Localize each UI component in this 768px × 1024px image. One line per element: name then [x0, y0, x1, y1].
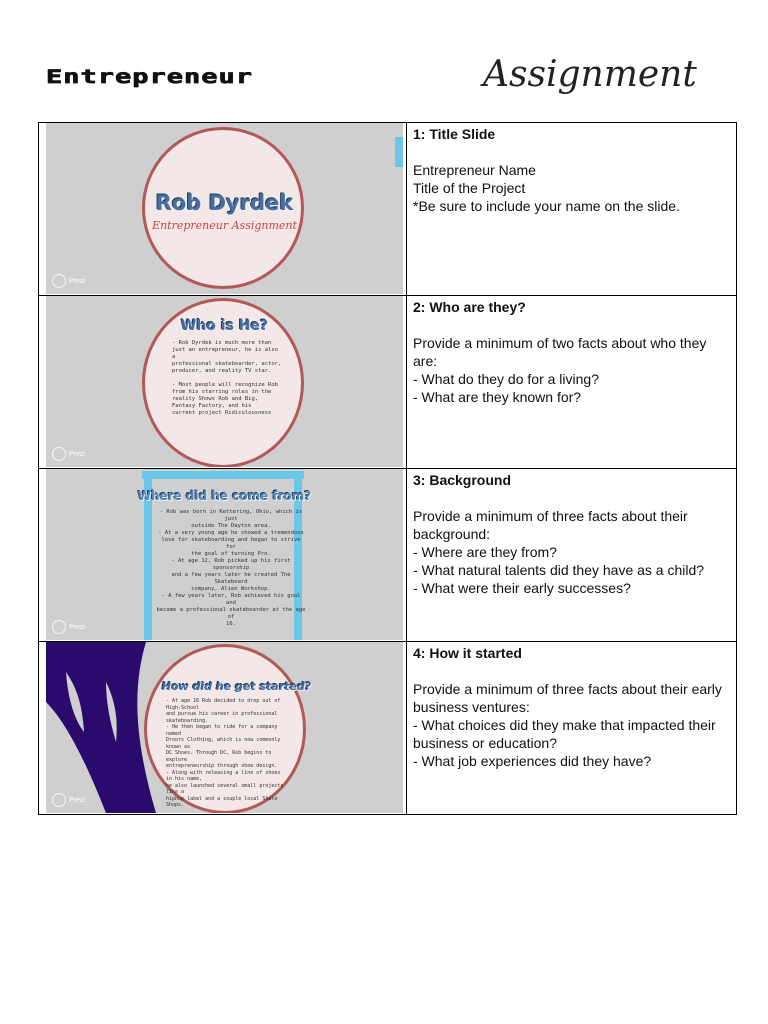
- prezi-logo: Prezi: [52, 274, 85, 288]
- slide-thumbnail: [46, 123, 403, 294]
- slide-thumbnail: [46, 642, 403, 813]
- row-line: Title of the Project: [413, 180, 526, 196]
- slide-thumbnail-cell: [39, 123, 407, 296]
- slide-thumbnail-cell: [39, 296, 407, 469]
- row-title: 3: Background: [413, 472, 512, 488]
- row-line: Entrepreneur Name: [413, 162, 536, 178]
- prezi-icon: [52, 274, 66, 288]
- row-line: - What job experiences did they have?: [413, 753, 652, 769]
- prezi-logo: Prezi: [52, 793, 85, 807]
- row-title: 2: Who are they?: [413, 299, 526, 315]
- row-line: - What do they do for a living?: [413, 371, 599, 387]
- row-line: - What were their early successes?: [413, 580, 631, 596]
- row-description: [407, 642, 737, 815]
- slide-thumbnail-cell: [39, 469, 407, 642]
- prezi-icon: [52, 620, 66, 634]
- row-line: - What natural talents did they have as a child?: [413, 562, 705, 578]
- table-row: [39, 123, 737, 296]
- table-row: [39, 642, 737, 815]
- slide-body: - At age 16 Rob decided to drop out of High-School and pursue his career in professional skateboarding. - He then began to ride for a company named Droors Clothing, which is now commonly known as DC Shoes. Through DC, Rob begins to explore entrepreneurship through shoe design. - Along with releasing a line of shoes in his name, he also launched several small projects like a hiphop label and a couple local Skate Shops.: [166, 698, 284, 808]
- row-line: - What choices did they make that impacted their business or education?: [413, 717, 716, 751]
- prezi-logo: Prezi: [52, 620, 85, 634]
- table-row: [39, 296, 737, 469]
- slide-thumbnail: [46, 296, 403, 467]
- header-title-script: Assignment: [483, 54, 697, 95]
- row-line: Provide a minimum of three facts about their background:: [413, 508, 688, 542]
- header-title-stylized: Entrepreneur: [46, 66, 254, 88]
- slide-subtitle: Entrepreneur Assignment: [152, 219, 297, 232]
- row-description: [407, 469, 737, 642]
- row-line: Provide a minimum of two facts about who they are:: [413, 335, 707, 369]
- slide-title: Who is He?: [180, 318, 269, 334]
- assignment-table: [38, 122, 737, 815]
- table-row: [39, 469, 737, 642]
- prezi-icon: [52, 793, 66, 807]
- slide-title: Rob Dyrdek: [155, 191, 294, 215]
- row-description: [407, 296, 737, 469]
- row-line: - What are they known for?: [413, 389, 582, 405]
- page-header: [46, 52, 726, 108]
- prezi-icon: [52, 447, 66, 461]
- slide-title: How did he get started?: [161, 680, 312, 693]
- row-title: 4: How it started: [413, 645, 522, 661]
- row-description: [407, 123, 737, 296]
- slide-body: - Rob Dyrdek is much more than just an entrepreneur, he is also a professional skateboarder, actor, producer, and reality TV star. - Most people will recognize Rob from his starring roles in the reality Shows Rob and Big, Fantasy Factory, and his current project Ridiculousness: [172, 340, 282, 416]
- row-line: Provide a minimum of three facts about their early business ventures:: [413, 681, 722, 715]
- row-line: *Be sure to include your name on the slide.: [413, 198, 680, 214]
- slide-body: - Rob was born in Kettering, Ohio, which is just outside The Dayton area. - At a very young age he showed a tremendous love for skateboarding and began to strive for the goal of turning Pro. - At age 12, Rob picked up his first sponsorship and a few years later he created The Skateboard company, Alien Workshop. - A few years later, Rob achieved his goal and became a professional skateboarder at the age of 16.: [156, 509, 306, 627]
- slide-thumbnail: [46, 469, 403, 640]
- row-line: - Where are they from?: [413, 544, 557, 560]
- slide-title: Where did he come from?: [137, 489, 312, 503]
- row-title: 1: Title Slide: [413, 126, 496, 142]
- prezi-logo: Prezi: [52, 447, 85, 461]
- slide-thumbnail-cell: [39, 642, 407, 815]
